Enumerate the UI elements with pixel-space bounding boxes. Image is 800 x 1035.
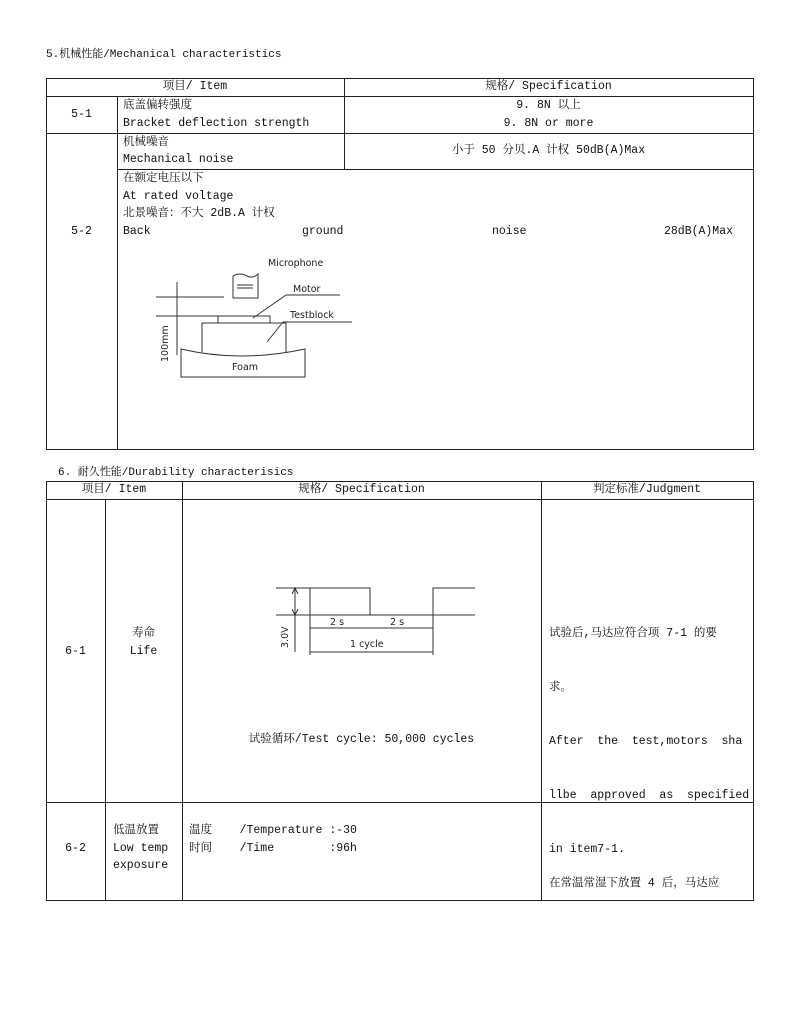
- judgment-line: 求。: [549, 681, 572, 694]
- header-spec: 规格/ Specification: [298, 483, 425, 496]
- background-noise-en-2: ground: [302, 225, 344, 238]
- motor-shape: [218, 316, 270, 323]
- header-spec: 规格/ Specification: [485, 80, 612, 93]
- foam-label: Foam: [232, 362, 259, 373]
- row-6-1-judgment: [549, 589, 749, 895]
- distance-label: 100mm: [160, 325, 171, 362]
- motor-label: Motor: [293, 284, 321, 295]
- header-judgment: 判定标准/Judgment: [592, 483, 702, 496]
- judgment-line: After the test,motors sha: [549, 735, 743, 748]
- row-5-1-number: 5-1: [71, 108, 92, 121]
- condition-cn: 在额定电压以下: [123, 172, 204, 185]
- test-cycle: 试验循环/Test cycle: 50,000 cycles: [248, 733, 475, 746]
- testblock-label: Testblock: [290, 310, 334, 321]
- voltage-label: 3.0V: [280, 626, 291, 648]
- background-noise-en-3: noise: [492, 225, 527, 238]
- row-6-1-number: 6-1: [65, 645, 86, 658]
- time-spec: 时间 /Time :96h: [189, 842, 357, 855]
- row-6-2-item-cn: 低温放置: [113, 824, 159, 837]
- row-5-1-item-en: Bracket deflection strength: [123, 117, 310, 130]
- life-cycle-waveform: [260, 580, 480, 660]
- condition-en: At rated voltage: [123, 190, 234, 203]
- row-6-1-item-en: Life: [129, 645, 158, 658]
- judgment-line: 试验后,马达应符合项 7-1 的要: [549, 627, 717, 640]
- row-5-2-item-cn: 机械噪音: [123, 136, 169, 149]
- header-item: 项目/ Item: [81, 483, 147, 496]
- microphone-icon: [233, 274, 258, 298]
- row-6-2-item-en-2: exposure: [113, 859, 169, 872]
- row-5-1-spec-en: 9. 8N or more: [503, 117, 594, 130]
- judgment-line: llbe approved as specified: [549, 789, 750, 802]
- section6-title: 6. 耐久性能/Durability characterisics: [58, 467, 294, 479]
- on-time-label: 2 s: [330, 617, 345, 628]
- noise-test-diagram: [140, 250, 360, 390]
- section5-title: 5.机械性能/Mechanical characteristics: [46, 49, 282, 61]
- row-5-1-spec-cn: 9. 8N 以上: [516, 99, 581, 112]
- judgment-line: in item7-1.: [549, 843, 625, 856]
- header-item: 项目/ Item: [162, 80, 228, 93]
- row-5-2-item-en: Mechanical noise: [123, 153, 234, 166]
- testblock-shape: [202, 323, 286, 352]
- row-6-2-judgment: 在常温常湿下放置 4 后，马达应: [549, 877, 720, 890]
- off-time-label: 2 s: [390, 617, 405, 628]
- microphone-label: Microphone: [268, 258, 324, 269]
- row-6-1-item-cn: 寿命: [132, 627, 155, 640]
- background-noise-en-4: 28dB(A)Max: [664, 225, 734, 238]
- row-5-2-spec: 小于 50 分贝.A 计权 50dB(A)Max: [451, 144, 646, 157]
- background-noise-en-1: Back: [123, 225, 151, 238]
- temperature-spec: 温度 /Temperature :-30: [189, 824, 357, 837]
- row-6-2-number: 6-2: [65, 842, 86, 855]
- row-5-1-item-cn: 底盖偏转强度: [123, 99, 192, 112]
- cycle-label: 1 cycle: [350, 639, 384, 650]
- background-noise-cn: 北景噪音：不大 2dB.A 计权: [123, 207, 275, 220]
- row-6-2-item-en-1: Low temp: [113, 842, 169, 855]
- row-5-2-number: 5-2: [71, 225, 92, 238]
